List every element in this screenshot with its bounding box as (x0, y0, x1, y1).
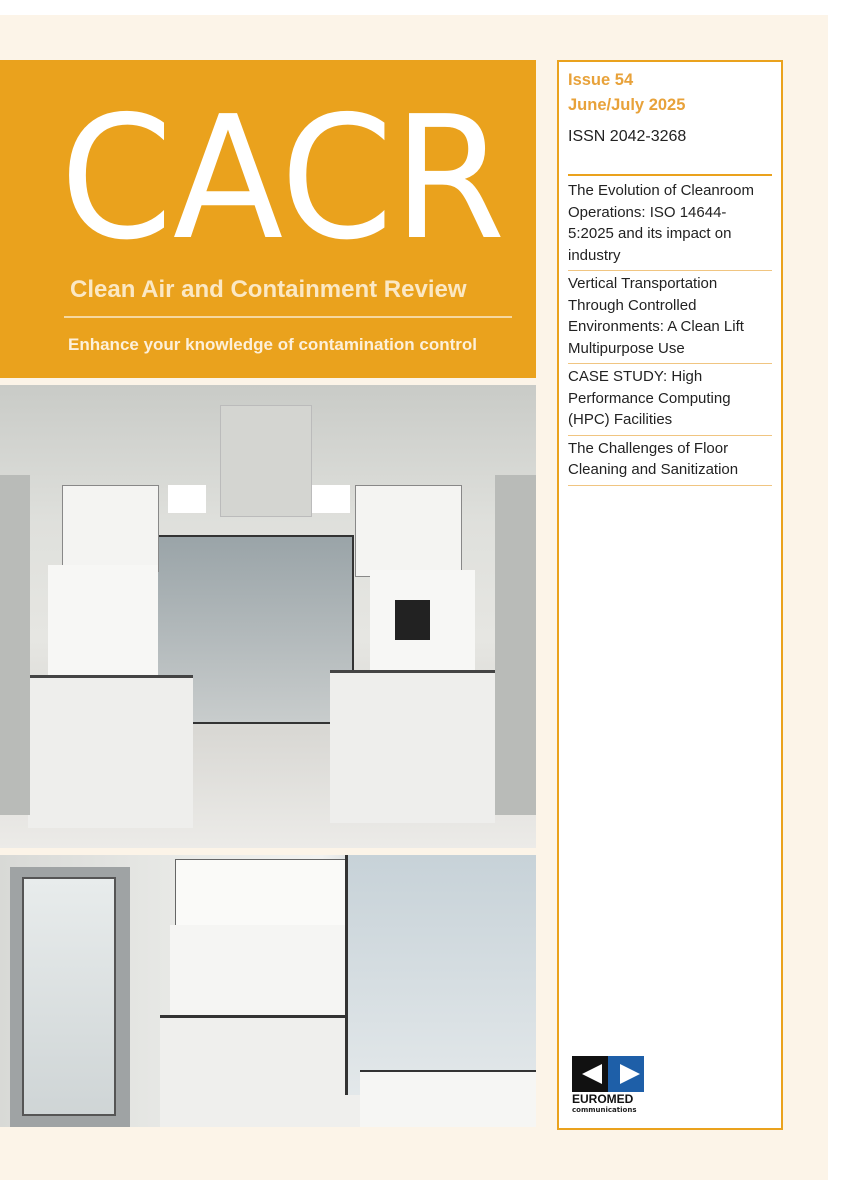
euromed-logo-mark (572, 1056, 662, 1092)
article-title: The Challenges of Floor Cleaning and Sanitization (568, 436, 772, 486)
masthead-divider (64, 316, 512, 318)
article-title: Vertical Transportation Through Controlled Environments: A Clean Lift Multipurpose Use (568, 271, 772, 364)
sidebar-divider (568, 174, 772, 176)
cleanroom-photo-secondary (0, 855, 536, 1127)
issn: ISSN 2042-3268 (568, 128, 687, 145)
issue-info (568, 68, 685, 118)
masthead-title: CACR (60, 80, 506, 278)
issue-sidebar (557, 60, 783, 1130)
cleanroom-photo-main (0, 385, 536, 848)
publisher-sub: communications (572, 1106, 637, 1114)
masthead-banner (0, 60, 536, 378)
masthead-subtitle: Clean Air and Containment Review (70, 276, 467, 303)
masthead-tagline: Enhance your knowledge of contamination control (68, 335, 477, 354)
publisher-name: EUROMED (572, 1092, 634, 1106)
article-list (568, 178, 772, 486)
issue-number: Issue 54 (568, 71, 634, 89)
issue-date: June/July 2025 (568, 96, 686, 114)
article-title: CASE STUDY: High Performance Computing (HPC) Facilities (568, 364, 772, 436)
euromed-logo (572, 1056, 662, 1115)
article-title: The Evolution of Cleanroom Operations: ISO 14644-5:2025 and its impact on industry (568, 178, 772, 271)
